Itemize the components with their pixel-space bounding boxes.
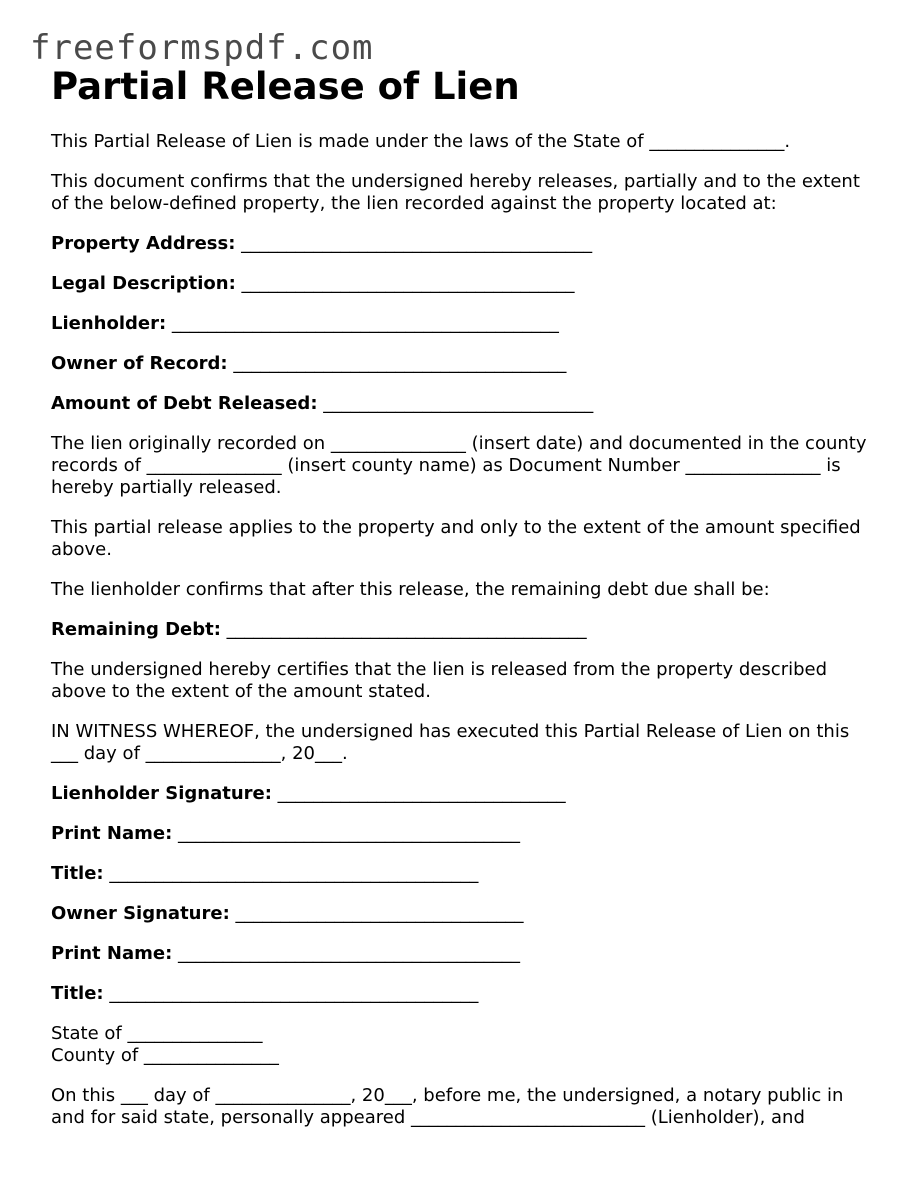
paragraph-scope: This partial release applies to the property and only to the extent of the amount specified above.: [51, 517, 861, 560]
paragraph-governing-law: This Partial Release of Lien is made under the laws of the State of _______________.: [51, 131, 791, 152]
paragraph-notary-appearance: On this ___ day of _______________, 20___, before me, the undersigned, a notary public in and for said state, personally appeared __________________________ (Lienholder), and: [51, 1085, 844, 1128]
field-owner-of-record: [51, 353, 881, 375]
field-label: Lienholder Signature:: [51, 783, 272, 804]
owner-signature-blank[interactable]: ________________________________: [235, 903, 524, 924]
owner-of-record-blank[interactable]: _____________________________________: [233, 353, 567, 374]
paragraph-confirmation: This document confirms that the undersigned hereby releases, partially and to the extent of the below-defined property, the lien recorded against the property located at:: [51, 171, 860, 214]
field-label: Owner Signature:: [51, 903, 230, 924]
owner-print-name-blank[interactable]: ______________________________________: [178, 943, 521, 964]
field-label: Legal Description:: [51, 273, 236, 294]
field-label: Property Address:: [51, 233, 236, 254]
field-lienholder: [51, 313, 881, 335]
field-remaining-debt: [51, 619, 881, 641]
paragraph-certification: The undersigned hereby certifies that the lien is released from the property described above to the extent of the amount stated.: [51, 659, 828, 702]
field-label: Owner of Record:: [51, 353, 228, 374]
legal-description-blank[interactable]: _____________________________________: [241, 273, 575, 294]
watermark-text: freeformspdf.com: [30, 28, 374, 68]
field-label: Lienholder:: [51, 313, 167, 334]
paragraph-remaining-intro: The lienholder confirms that after this release, the remaining debt due shall be:: [51, 579, 770, 600]
field-label: Amount of Debt Released:: [51, 393, 318, 414]
field-lienholder-print-name: [51, 823, 881, 845]
amount-released-blank[interactable]: ______________________________: [323, 393, 594, 414]
notary-county[interactable]: County of _______________: [51, 1045, 279, 1066]
field-owner-print-name: [51, 943, 881, 965]
field-legal-description: [51, 273, 881, 295]
lienholder-print-name-blank[interactable]: ______________________________________: [178, 823, 521, 844]
paragraph-witness: IN WITNESS WHEREOF, the undersigned has executed this Partial Release of Lien on this ___ day of _______________, 20___.: [51, 721, 850, 764]
lienholder-blank[interactable]: ___________________________________________: [171, 313, 559, 334]
property-address-blank[interactable]: _______________________________________: [241, 233, 593, 254]
field-amount-released: [51, 393, 881, 415]
field-lienholder-title: [51, 863, 881, 885]
field-label: Print Name:: [51, 943, 173, 964]
document-title: Partial Release of Lien: [51, 65, 520, 108]
owner-title-blank[interactable]: _________________________________________: [109, 983, 479, 1004]
lienholder-signature-blank[interactable]: ________________________________: [277, 783, 566, 804]
remaining-debt-blank[interactable]: ________________________________________: [226, 619, 587, 640]
field-label: Title:: [51, 863, 104, 884]
field-label: Remaining Debt:: [51, 619, 221, 640]
document-body: [51, 64, 881, 1147]
field-owner-title: [51, 983, 881, 1005]
paragraph-recording-details: The lien originally recorded on _______________ (insert date) and documented in the county records of _______________ (insert county name) as Document Number _______________ is hereby partially released.: [51, 433, 867, 498]
field-property-address: [51, 233, 881, 255]
notary-state[interactable]: State of _______________: [51, 1023, 263, 1044]
field-label: Title:: [51, 983, 104, 1004]
notary-venue: [51, 1023, 881, 1067]
field-owner-signature: [51, 903, 881, 925]
field-label: Print Name:: [51, 823, 173, 844]
field-lienholder-signature: [51, 783, 881, 805]
lienholder-title-blank[interactable]: _________________________________________: [109, 863, 479, 884]
